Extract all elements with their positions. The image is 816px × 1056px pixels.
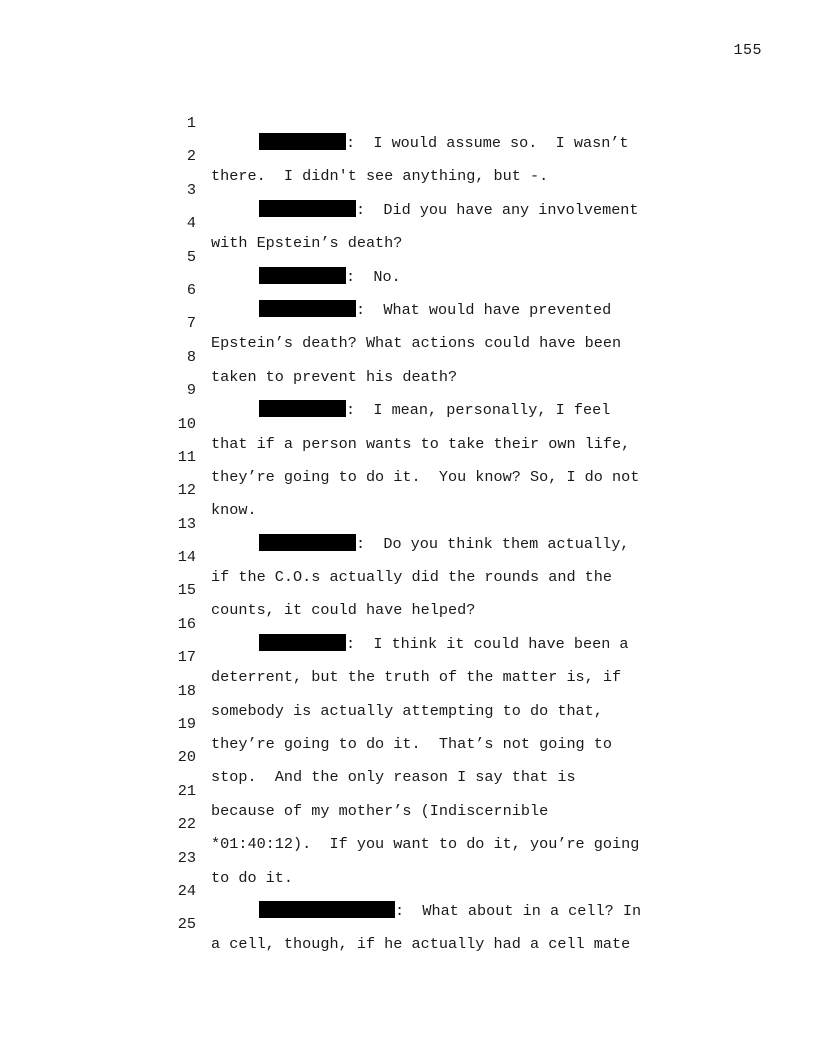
line-text: there. I didn't see anything, but -. [211,167,549,186]
transcript-line [0,494,816,553]
line-content: : What about in a cell? In [395,901,642,920]
transcript-line [0,894,816,954]
line-text: that if a person wants to take their own life, [211,434,631,453]
transcript-line [0,227,816,286]
line-content: : Do you think them actually, [356,534,630,553]
line-number: 2 [186,147,196,166]
line-text: they’re going to do it. That’s not going to [211,735,613,754]
transcript-line [0,360,816,420]
line-number: 18 [177,681,196,700]
line-content: : Did you have any involvement [356,200,639,219]
line-text: they’re going to do it. You know? So, I do not [211,467,640,486]
page-number: 155 [733,42,762,59]
line-number: 22 [177,815,196,834]
line-text: if the C.O.s actually did the rounds and the [211,568,613,587]
line-text: Epstein’s death? What actions could have been [211,334,622,353]
line-number: 7 [186,314,196,333]
line-number: 19 [177,715,196,734]
line-text: taken to prevent his death? [211,367,458,386]
transcript-line [0,260,816,319]
line-number: 5 [186,247,196,266]
line-number: 13 [177,514,196,533]
line-number: 17 [177,648,196,667]
transcript-line [0,627,816,687]
transcript-line [0,794,816,854]
transcript-line [0,661,816,720]
line-text: to do it. [211,868,294,887]
line-content: : I would assume so. I wasn’t [346,134,629,152]
line-text: deterrent, but the truth of the matter is, if [211,668,622,687]
transcript-line [0,193,816,253]
transcript-line [0,460,816,520]
line-text: a cell, though, if he actually had a cell mate [211,935,631,954]
transcript-body [0,93,816,954]
line-content: : I mean, personally, I feel [346,401,611,420]
line-number: 6 [186,280,196,299]
transcript-line [0,560,816,620]
line-number: 11 [177,447,196,466]
transcript-line [0,828,816,887]
line-number: 8 [186,347,196,366]
transcript-line [0,126,816,186]
line-text: know. [211,501,257,520]
transcript-line [0,93,816,152]
line-number: 23 [177,848,196,867]
transcript-line [0,694,816,754]
line-number: 24 [177,881,196,900]
line-text: *01:40:12). If you want to do it, you’re going [211,835,640,854]
line-content: : What would have prevented [356,300,612,319]
line-number: 15 [177,581,196,600]
line-number: 12 [177,481,196,500]
line-content: : No. [346,267,401,286]
line-number: 4 [186,214,196,233]
line-number: 1 [186,114,196,132]
transcript-line [0,394,816,453]
transcript-line [0,594,816,653]
transcript-line [0,761,816,820]
line-number: 14 [177,548,196,567]
transcript-line [0,293,816,353]
transcript-line [0,727,816,787]
transcript-line [0,427,816,486]
transcript-line [0,160,816,219]
transcript-line [0,861,816,920]
line-number: 10 [177,414,196,433]
transcript-line [0,527,816,587]
line-text: because of my mother’s (Indiscernible [211,801,549,820]
line-number: 16 [177,614,196,633]
transcript-line [0,327,816,386]
line-text: stop. And the only reason I say that is [211,768,576,787]
line-text: somebody is actually attempting to do that, [211,701,603,720]
line-number: 3 [186,180,196,199]
line-content: : I think it could have been a [346,634,629,653]
line-number: 25 [177,915,196,934]
line-number: 21 [177,781,196,800]
line-number: 20 [177,748,196,767]
line-number: 9 [186,381,196,400]
line-text: counts, it could have helped? [211,601,476,620]
line-text: with Epstein’s death? [211,234,403,253]
